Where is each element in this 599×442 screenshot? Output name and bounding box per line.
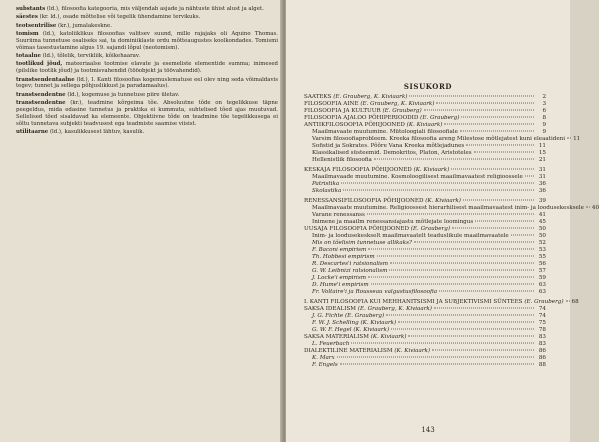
toc-page-number: 75 bbox=[538, 320, 546, 326]
left-page bbox=[0, 0, 282, 442]
toc-heading: Fr. Voltaire'i ja Rousseau valgustusfilosoofia bbox=[312, 289, 438, 295]
toc-row bbox=[304, 157, 546, 164]
toc-page-number: 36 bbox=[538, 181, 546, 187]
toc-heading: FILOSOOFIA JA KULTUUR bbox=[304, 108, 381, 114]
toc-label bbox=[304, 198, 461, 205]
toc-row bbox=[304, 299, 579, 306]
toc-page-number: 83 bbox=[538, 341, 546, 347]
toc-page-number: 2 bbox=[542, 94, 546, 100]
glossary-definition: (ld.), katoliiklikus filosoofias valitsev suund, mille rajajaks oli Aquino Thomas. Suuriima tunnetuse osaliseks sai, ta dominiiklaste ordu mõtteaugustes koolkondades. Tomismi võimas tasestustamine algus 19. sajandi lõpul (neotomism). bbox=[16, 30, 278, 51]
toc-row bbox=[304, 282, 546, 289]
toc-row bbox=[304, 212, 546, 219]
toc-leader-dots bbox=[343, 190, 534, 191]
toc-page-number: 86 bbox=[538, 348, 546, 354]
toc-row bbox=[304, 115, 546, 122]
toc-heading: UUSAJA FILOSOOFIA PÕHIJOONED bbox=[304, 226, 409, 232]
toc-leader-dots bbox=[337, 357, 534, 358]
toc-heading: DIALEKTILINE MATERIALISM bbox=[304, 348, 393, 354]
toc-heading: F. Baconi empirism bbox=[312, 247, 367, 253]
toc-leader-dots bbox=[389, 270, 534, 271]
toc-page-number: 8 bbox=[542, 115, 546, 121]
toc-heading: F. Engels bbox=[312, 362, 338, 368]
toc-leader-dots bbox=[461, 117, 534, 118]
toc-row bbox=[304, 174, 546, 181]
toc-label bbox=[304, 348, 430, 355]
toc-page-number: 3 bbox=[542, 101, 546, 107]
toc-label bbox=[304, 122, 442, 129]
toc-heading: Maailmavaate muutumine. Religioossest hierarhilisest maailmavaatest inim- ja loodusekesksele bbox=[312, 205, 584, 211]
toc-heading: F. W. J. Schelling bbox=[312, 320, 359, 326]
glossary-definition: (kr.), teadmine kõrgeima tõe. Absoluutne tõde on tegelikkuse täpne peegeldus, mida edasine tunnetus ja praktika ei kummuta, suhtelised tõed ajas muutuvad. Sellelised tõed sisaldavad ka elemeente. Objektiivne tõde on teadmine tõe tegelikkusega ei sõltu tunnetava subjekti teadvusest ega teadmiste saamise viisist. bbox=[16, 100, 278, 127]
glossary-entry bbox=[16, 129, 278, 136]
toc-heading: G. W. Leibnizi ratsionalism bbox=[312, 268, 388, 274]
glossary-term: substants bbox=[16, 6, 46, 12]
toc-heading: FILOSOOFIA AJALOO PÕHIPERIOODID bbox=[304, 115, 419, 121]
toc-row bbox=[304, 167, 546, 174]
toc-leader-dots bbox=[424, 110, 534, 111]
toc-label bbox=[312, 313, 384, 320]
toc-row bbox=[304, 205, 599, 212]
toc-label bbox=[304, 94, 407, 101]
toc-row bbox=[304, 101, 546, 108]
toc-author: (K. Kiviaark) bbox=[413, 167, 450, 173]
toc-leader-dots bbox=[390, 263, 534, 264]
toc-label bbox=[312, 150, 472, 157]
toc-leader-dots bbox=[444, 124, 534, 125]
toc-leader-dots bbox=[466, 145, 534, 146]
toc-leader-dots bbox=[386, 315, 534, 316]
toc-heading: D. Hume'i empirism bbox=[312, 282, 369, 288]
toc-page-number: 15 bbox=[538, 150, 546, 156]
glossary-definition: (kr. ld.), osade mõttelise või tegelik ühendamine tervikuks. bbox=[39, 14, 201, 21]
toc-author: (E. Grauberg) bbox=[420, 115, 460, 121]
toc-label bbox=[304, 226, 450, 233]
toc-heading: Patristika bbox=[312, 181, 340, 187]
toc-leader-dots bbox=[460, 131, 534, 132]
glossary-term: transtsendentne bbox=[16, 91, 66, 98]
toc-row bbox=[304, 233, 546, 240]
toc-title: SISUKORD bbox=[403, 82, 453, 91]
toc-author: (E. Grauberg) bbox=[344, 313, 385, 319]
toc-row bbox=[304, 143, 546, 150]
toc-page-number: 50 bbox=[538, 226, 546, 232]
toc-author: (K. Kiviaark) bbox=[360, 320, 397, 326]
toc-heading: SAKSA IDEALISM bbox=[304, 306, 357, 312]
toc-leader-dots bbox=[368, 277, 534, 278]
glossary-entry bbox=[16, 100, 278, 128]
toc-page-number: 31 bbox=[538, 167, 546, 173]
toc-row bbox=[304, 219, 546, 226]
toc-label bbox=[312, 355, 335, 362]
toc-label bbox=[312, 282, 369, 289]
toc-author: (K. Kiviaark) bbox=[406, 122, 443, 128]
toc-row bbox=[304, 188, 546, 195]
toc-row bbox=[304, 289, 546, 296]
toc-leader-dots bbox=[567, 138, 571, 139]
table-of-contents bbox=[304, 94, 599, 369]
toc-label bbox=[312, 247, 366, 254]
right-page bbox=[286, 0, 599, 442]
toc-label bbox=[304, 334, 406, 341]
glossary-definition: (kr.), jumalakeskne. bbox=[58, 22, 112, 29]
glossary-definition: mateeriaalse tootmise elavate ja esemeliste elementide summa; inimesed (pilslike tootlik jõud) ja tootmisvahendid (tööobjekt ja töövahendid). bbox=[16, 61, 278, 75]
glossary-entry bbox=[16, 6, 278, 13]
toc-label bbox=[304, 108, 422, 115]
page-number: 143 bbox=[421, 426, 435, 434]
toc-leader-dots bbox=[434, 308, 534, 309]
toc-page-number: 45 bbox=[538, 219, 546, 225]
toc-label bbox=[312, 205, 584, 212]
toc-page-number: 55 bbox=[538, 254, 546, 260]
toc-label bbox=[312, 143, 464, 150]
toc-page-number: 39 bbox=[538, 198, 546, 204]
toc-row bbox=[304, 181, 546, 188]
toc-page-number: 53 bbox=[538, 247, 546, 253]
toc-page-number: 63 bbox=[538, 282, 546, 288]
toc-row bbox=[304, 136, 581, 143]
toc-label bbox=[304, 306, 432, 313]
toc-page-number: 78 bbox=[538, 327, 546, 333]
toc-page-number: 50 bbox=[538, 233, 546, 239]
toc-leader-dots bbox=[377, 256, 534, 257]
toc-row bbox=[304, 362, 546, 369]
toc-label bbox=[312, 188, 341, 195]
toc-leader-dots bbox=[436, 103, 534, 104]
toc-label bbox=[312, 174, 523, 181]
toc-label bbox=[312, 261, 388, 268]
toc-leader-dots bbox=[341, 183, 534, 184]
toc-author: (E. Grauberg) bbox=[524, 299, 564, 305]
toc-row bbox=[304, 122, 546, 129]
toc-author: (K. Kiviaark) bbox=[425, 198, 461, 204]
toc-page-number: 63 bbox=[538, 289, 546, 295]
toc-heading: R. Descartes'i ratsionalism bbox=[312, 261, 389, 267]
toc-leader-dots bbox=[409, 96, 534, 97]
toc-label bbox=[312, 157, 372, 164]
toc-leader-dots bbox=[566, 301, 570, 302]
glossary-definition: (ld.), kogemuse ja tunnetuse piire ületav. bbox=[67, 91, 180, 98]
toc-row bbox=[304, 313, 546, 320]
toc-heading: J. Locke'i empirism bbox=[312, 275, 367, 281]
toc-page-number: 11 bbox=[573, 136, 581, 142]
toc-page-number: 57 bbox=[538, 268, 546, 274]
toc-heading: Th. Hobbesi empirism bbox=[312, 254, 375, 260]
toc-row bbox=[304, 240, 546, 247]
toc-leader-dots bbox=[371, 284, 534, 285]
toc-page-number: 40 bbox=[591, 205, 599, 211]
toc-leader-dots bbox=[525, 176, 534, 177]
toc-leader-dots bbox=[408, 336, 534, 337]
toc-heading: I. KANTI FILOSOOFIA KUI MEHHANITSISMI JA SUBJEKTIVISMI SÜNTEES bbox=[304, 299, 523, 305]
glossary-definition: (ld.), filosoofia kategooria, mis väljendab asjade ja nähtuste ühist alust ja alget. bbox=[46, 6, 264, 12]
toc-author: (K. Kiviaark) bbox=[370, 334, 407, 340]
toc-row bbox=[304, 198, 546, 205]
toc-label bbox=[312, 240, 412, 247]
toc-heading: Varane renessanss bbox=[312, 212, 365, 218]
toc-heading: Inimene ja maailm renessansiajastu mõtlejate loomingus bbox=[312, 219, 474, 225]
toc-leader-dots bbox=[351, 343, 534, 344]
glossary-entry bbox=[16, 92, 278, 99]
toc-leader-dots bbox=[414, 242, 534, 243]
toc-page-number: 56 bbox=[538, 261, 546, 267]
toc-row bbox=[304, 129, 546, 136]
toc-leader-dots bbox=[391, 329, 534, 330]
toc-heading: L. Feuerbach bbox=[312, 341, 350, 347]
toc-row bbox=[304, 261, 546, 268]
toc-page-number: 88 bbox=[538, 362, 546, 368]
toc-label bbox=[312, 275, 366, 282]
toc-heading: ANTIIKFILOSOOFIA PÕHIJOONED bbox=[304, 122, 405, 128]
glossary-entry bbox=[16, 31, 278, 52]
toc-label bbox=[312, 219, 473, 226]
toc-heading: Mis on tõelisim tunnetuse allikaks? bbox=[312, 240, 413, 246]
glossary-entry bbox=[16, 53, 278, 60]
glossary-entry bbox=[16, 14, 278, 21]
toc-label bbox=[312, 320, 396, 327]
glossary-entry bbox=[16, 77, 278, 91]
toc-label bbox=[304, 101, 434, 108]
toc-leader-dots bbox=[367, 214, 534, 215]
glossary-term: transtsendentaalne bbox=[16, 76, 75, 83]
toc-label bbox=[304, 115, 459, 122]
toc-label bbox=[312, 181, 339, 188]
toc-leader-dots bbox=[475, 221, 534, 222]
glossary-term: transtsendentne bbox=[16, 100, 66, 106]
glossary-entry bbox=[16, 61, 278, 75]
toc-heading: K. Marx bbox=[312, 355, 335, 361]
glossary-definition: (ld.), I. Kanti filosoofias kogemuslematuse eel olev ning seda võimaldavis tegev; tunnet ja sellega põhjuslikkust ja paradamaalus). bbox=[16, 76, 278, 90]
toc-author: (E. Grauberg, K. Kiviaark) bbox=[357, 306, 432, 312]
toc-row bbox=[304, 254, 546, 261]
toc-page-number: 31 bbox=[538, 174, 546, 180]
toc-leader-dots bbox=[511, 235, 534, 236]
toc-heading: Hellenistlik filosoofia bbox=[312, 157, 372, 163]
toc-row bbox=[304, 334, 546, 341]
toc-heading: Inim- ja loodusekeskselt maailmavaatelt teaduslikule maailmavaatele bbox=[312, 233, 509, 239]
glossary-term: tomism bbox=[16, 30, 39, 37]
toc-label bbox=[312, 136, 565, 143]
toc-leader-dots bbox=[374, 159, 534, 160]
toc-page-number: 36 bbox=[538, 188, 546, 194]
toc-label bbox=[312, 362, 338, 369]
toc-heading: G. W. F. Hegel bbox=[312, 327, 352, 333]
toc-page-number: 9 bbox=[542, 122, 546, 128]
toc-leader-dots bbox=[432, 350, 534, 351]
toc-page-number: 59 bbox=[538, 275, 546, 281]
toc-row bbox=[304, 275, 546, 282]
toc-page-number: 68 bbox=[571, 299, 579, 305]
toc-heading: SAATEKS bbox=[304, 94, 332, 100]
toc-page-number: 86 bbox=[538, 355, 546, 361]
toc-heading: SAKSA MATERIALISM bbox=[304, 334, 369, 340]
toc-label bbox=[304, 167, 449, 174]
toc-leader-dots bbox=[398, 322, 534, 323]
glossary-entry bbox=[16, 23, 278, 30]
toc-row bbox=[304, 268, 546, 275]
toc-leader-dots bbox=[586, 207, 590, 208]
toc-page-number: 74 bbox=[538, 313, 546, 319]
toc-row bbox=[304, 327, 546, 334]
toc-label bbox=[312, 341, 349, 348]
toc-heading: RENESSANSIFILOSOOFIA PÕHIJOONED bbox=[304, 198, 424, 204]
toc-heading: Skolastika bbox=[312, 188, 342, 194]
toc-label bbox=[304, 299, 564, 306]
toc-heading: Klassikalised süsteemid. Demokritos, Platon, Aristoteles bbox=[312, 150, 472, 156]
toc-leader-dots bbox=[452, 228, 534, 229]
toc-row bbox=[304, 348, 546, 355]
glossary-definition: (ld.), kasulikkusest lähtuv, kasulik. bbox=[49, 129, 145, 136]
toc-label bbox=[312, 233, 509, 240]
toc-author: (K. Kiviaark) bbox=[394, 348, 431, 354]
toc-row bbox=[304, 94, 546, 101]
toc-label bbox=[312, 289, 437, 296]
glossary-term: utilitaarne bbox=[16, 129, 49, 136]
glossary-term: teotsentrilise bbox=[16, 22, 57, 29]
toc-author: (E. Grauberg) bbox=[382, 108, 422, 114]
toc-page-number: 9 bbox=[542, 129, 546, 135]
toc-row bbox=[304, 341, 546, 348]
toc-row bbox=[304, 306, 546, 313]
toc-label bbox=[312, 254, 375, 261]
toc-heading: Maailmavaate muutumine. Mütoloogiali filosoofiale bbox=[312, 129, 458, 135]
toc-leader-dots bbox=[474, 152, 534, 153]
toc-leader-dots bbox=[451, 169, 534, 170]
toc-row bbox=[304, 247, 546, 254]
toc-page-number: 83 bbox=[538, 334, 546, 340]
toc-page-number: 74 bbox=[538, 306, 546, 312]
toc-row bbox=[304, 355, 546, 362]
toc-author: (E. Grauberg, K. Kiviaark) bbox=[333, 94, 408, 100]
glossary-term: säestes bbox=[16, 14, 38, 21]
toc-author: (K. Kiviaark) bbox=[353, 327, 390, 333]
toc-row bbox=[304, 320, 546, 327]
glossary-definition: (ld.), tõlelik, tervikliik, kõikehaarav. bbox=[42, 53, 141, 59]
glossary bbox=[16, 6, 278, 137]
toc-row bbox=[304, 150, 546, 157]
toc-heading: KESKAJA FILOSOOFIA PÕHIJOONED bbox=[304, 167, 412, 173]
toc-leader-dots bbox=[368, 249, 534, 250]
toc-leader-dots bbox=[340, 364, 534, 365]
toc-page-number: 11 bbox=[538, 143, 546, 149]
toc-label bbox=[312, 268, 387, 275]
toc-heading: Sofistid ja Sokrates. Põõre Vana Kreeka mõtlejadunes bbox=[312, 143, 465, 149]
toc-heading: FILOSOOFIA AINE bbox=[304, 101, 359, 107]
glossary-term: tootlikud jõud, bbox=[16, 61, 63, 68]
toc-heading: Maailmavaade muutumine. Kosmoloogilisest maailmavaatest religioossele bbox=[312, 174, 523, 180]
toc-page-number: 6 bbox=[542, 108, 546, 114]
toc-page-number: 41 bbox=[538, 212, 546, 218]
toc-label bbox=[312, 327, 389, 334]
toc-label bbox=[312, 129, 458, 136]
toc-leader-dots bbox=[463, 200, 534, 201]
glossary-term: totaalne bbox=[16, 53, 41, 59]
toc-author: (E. Grauberg, K. Kiviaark) bbox=[360, 101, 435, 107]
toc-page-number: 52 bbox=[538, 240, 546, 246]
toc-heading: J. G. Fichte bbox=[312, 313, 344, 319]
toc-author: (E. Grauberg) bbox=[410, 226, 450, 232]
toc-heading: Varsim filosoofiaprobleem. Kreeka filosoofia areng Milestose mõtlejatest kuni eleaatideni bbox=[312, 136, 566, 142]
toc-label bbox=[312, 212, 365, 219]
toc-row bbox=[304, 108, 546, 115]
toc-leader-dots bbox=[439, 291, 534, 292]
toc-row bbox=[304, 226, 546, 233]
toc-page-number: 21 bbox=[538, 157, 546, 163]
